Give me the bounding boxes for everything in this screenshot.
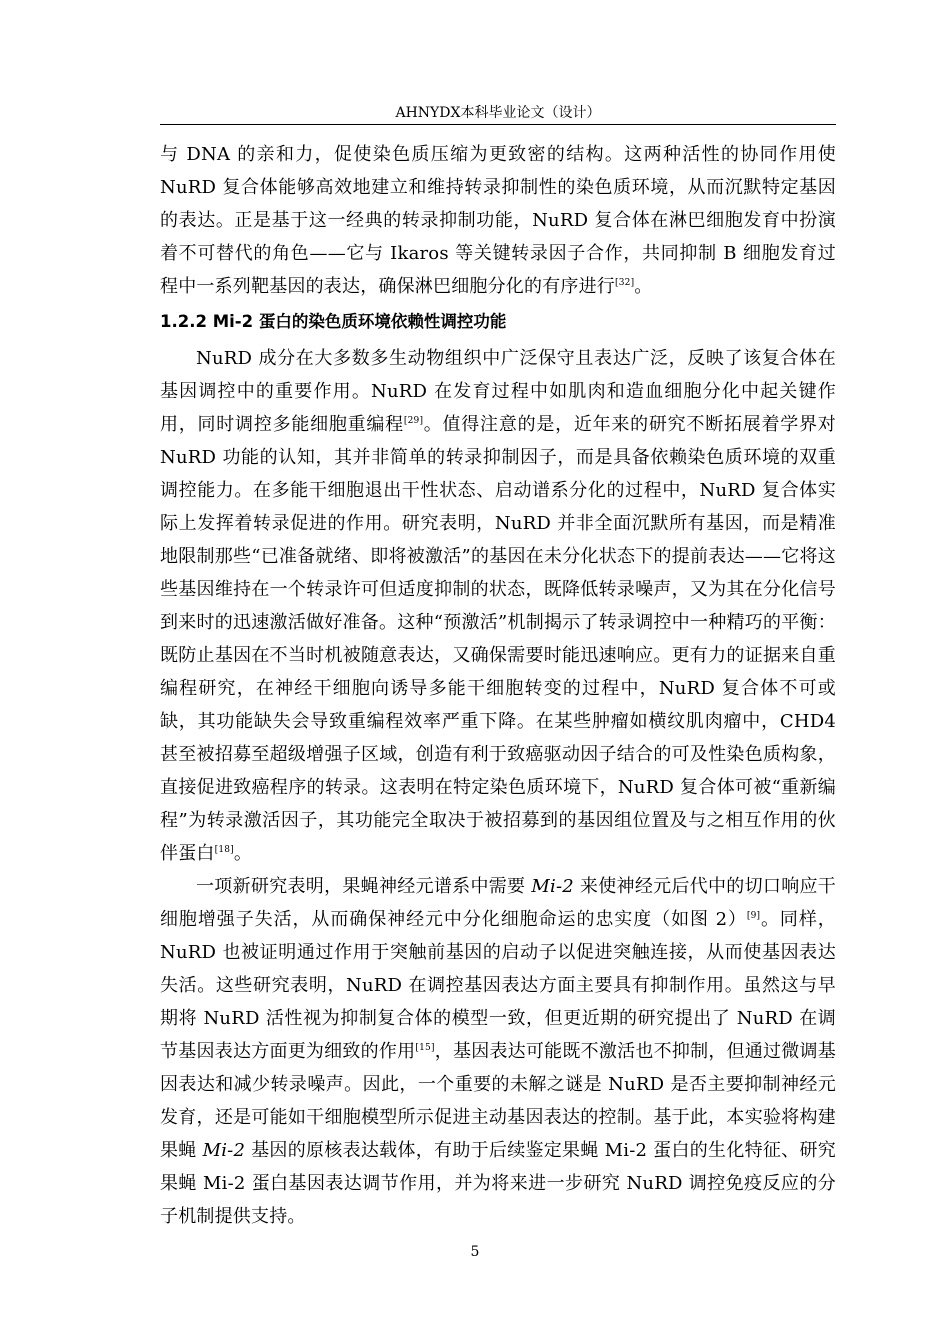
- citation: [18]: [214, 845, 234, 855]
- text-run: 。值得注意的是，近年来的研究不断拓展着学界对 NuRD 功能的认知，其并非简单的转录抑制因子，而是具备依赖染色质环境的双重调控能力。在多能干细胞退出干性状态、启动谱系分化的过程中，NuRD 复合体实际上发挥着转录促进的作用。研究表明，NuRD 并非全面沉默所有基因，而是精准地限制那些“已准备就绪、即将被激活”的基因在未分化状态下的提前表达——它将这些基因维持在一个转录许可但适度抑制的状态，既降低转录噪声，又为其在分化信号到来时的迅速激活做好准备。这种“预激活”机制揭示了转录调控中一种精巧的平衡：既防止基因在不当时机被随意表达，又确保需要时能迅速响应。更有力的证据来自重编程研究，在神经干细胞向诱导多能干细胞转变的过程中，NuRD 复合体不可或缺，其功能缺失会导致重编程效率严重下降。在某些肿瘤如横纹肌肉瘤中，CHD4 甚至被招募至超级增强子区域，创造有利于致癌驱动因子结合的可及性染色质构象，直接促进致癌程序的转录。这表明在特定染色质环境下，NuRD 复合体可被“重新编程”为转录激活因子，其功能完全取决于被招募到的基因组位置及与之相互作用的伙伴蛋白: [160, 414, 836, 864]
- citation: [15]: [415, 1043, 435, 1053]
- page-number: 5: [470, 1244, 480, 1260]
- citation: [32]: [615, 278, 635, 288]
- gene-name: Mi-2: [531, 876, 574, 897]
- section-heading: 1.2.2 Mi-2 蛋白的染色质环境依赖性调控功能: [160, 312, 507, 331]
- running-header: AHNYDX本科毕业论文（设计）: [395, 105, 601, 121]
- paragraph-3: [160, 870, 836, 1233]
- text-run: 。同样，NuRD 也被证明通过作用于突触前基因的启动子以促进突触连接，从而使基因表达失活。这些研究表明，NuRD 在调控基因表达方面主要具有抑制作用。虽然这与早期将 NuRD 活性视为抑制复合体的模型一致，但更近期的研究提出了 NuRD 在调节基因表达方面更为细致的作用: [160, 909, 836, 1062]
- text-run: 与 DNA 的亲和力，促使染色质压缩为更致密的结构。这两种活性的协同作用使 NuRD 复合体能够高效地建立和维持转录抑制性的染色质环境，从而沉默特定基因的表达。正是基于这一经典的转录抑制功能，NuRD 复合体在淋巴细胞发育中扮演着不可替代的角色——它与 Ikaros 等关键转录因子合作，共同抑制 B 细胞发育过程中一系列靶基因的表达，确保淋巴细胞分化的有序进行: [160, 144, 836, 297]
- paragraph-2: [160, 342, 836, 870]
- paragraph-1: [160, 138, 836, 303]
- text-run: 。: [233, 843, 253, 864]
- gene-name: Mi-2: [202, 1140, 246, 1161]
- body-text: [160, 138, 836, 1233]
- text-run: 来使神经元后代中的切口响应干细胞增强子失活，从而确保神经元中分化细胞命运的忠实度（如图 2）: [160, 876, 836, 930]
- text-run: 基因的原核表达载体，有助于后续鉴定果蝇 Mi-2 蛋白的生化特征、研究果蝇 Mi-2 蛋白基因表达调节作用，并为将来进一步研究 NuRD 调控免疫反应的分子机制提供支持。: [160, 1140, 836, 1227]
- text-run: 。: [634, 276, 653, 297]
- text-run: NuRD 成分在大多数多生动物组织中广泛保守且表达广泛，反映了该复合体在基因调控中的重要作用。NuRD 在发育过程中如肌肉和造血细胞分化中起关键作用，同时调控多能细胞重编程: [160, 348, 836, 435]
- text-run: ，基因表达可能既不激活也不抑制，但通过微调基因表达和减少转录噪声。因此，一个重要的未解之谜是 NuRD 是否主要抑制神经元发育，还是可能如干细胞模型所示促进主动基因表达的控制。基于此，本实验将构建果蝇: [160, 1041, 836, 1161]
- text-run: 一项新研究表明，果蝇神经元谱系中需要: [196, 876, 532, 897]
- citation: [9]: [746, 911, 761, 921]
- citation: [29]: [403, 416, 424, 426]
- header-rule: [160, 124, 836, 125]
